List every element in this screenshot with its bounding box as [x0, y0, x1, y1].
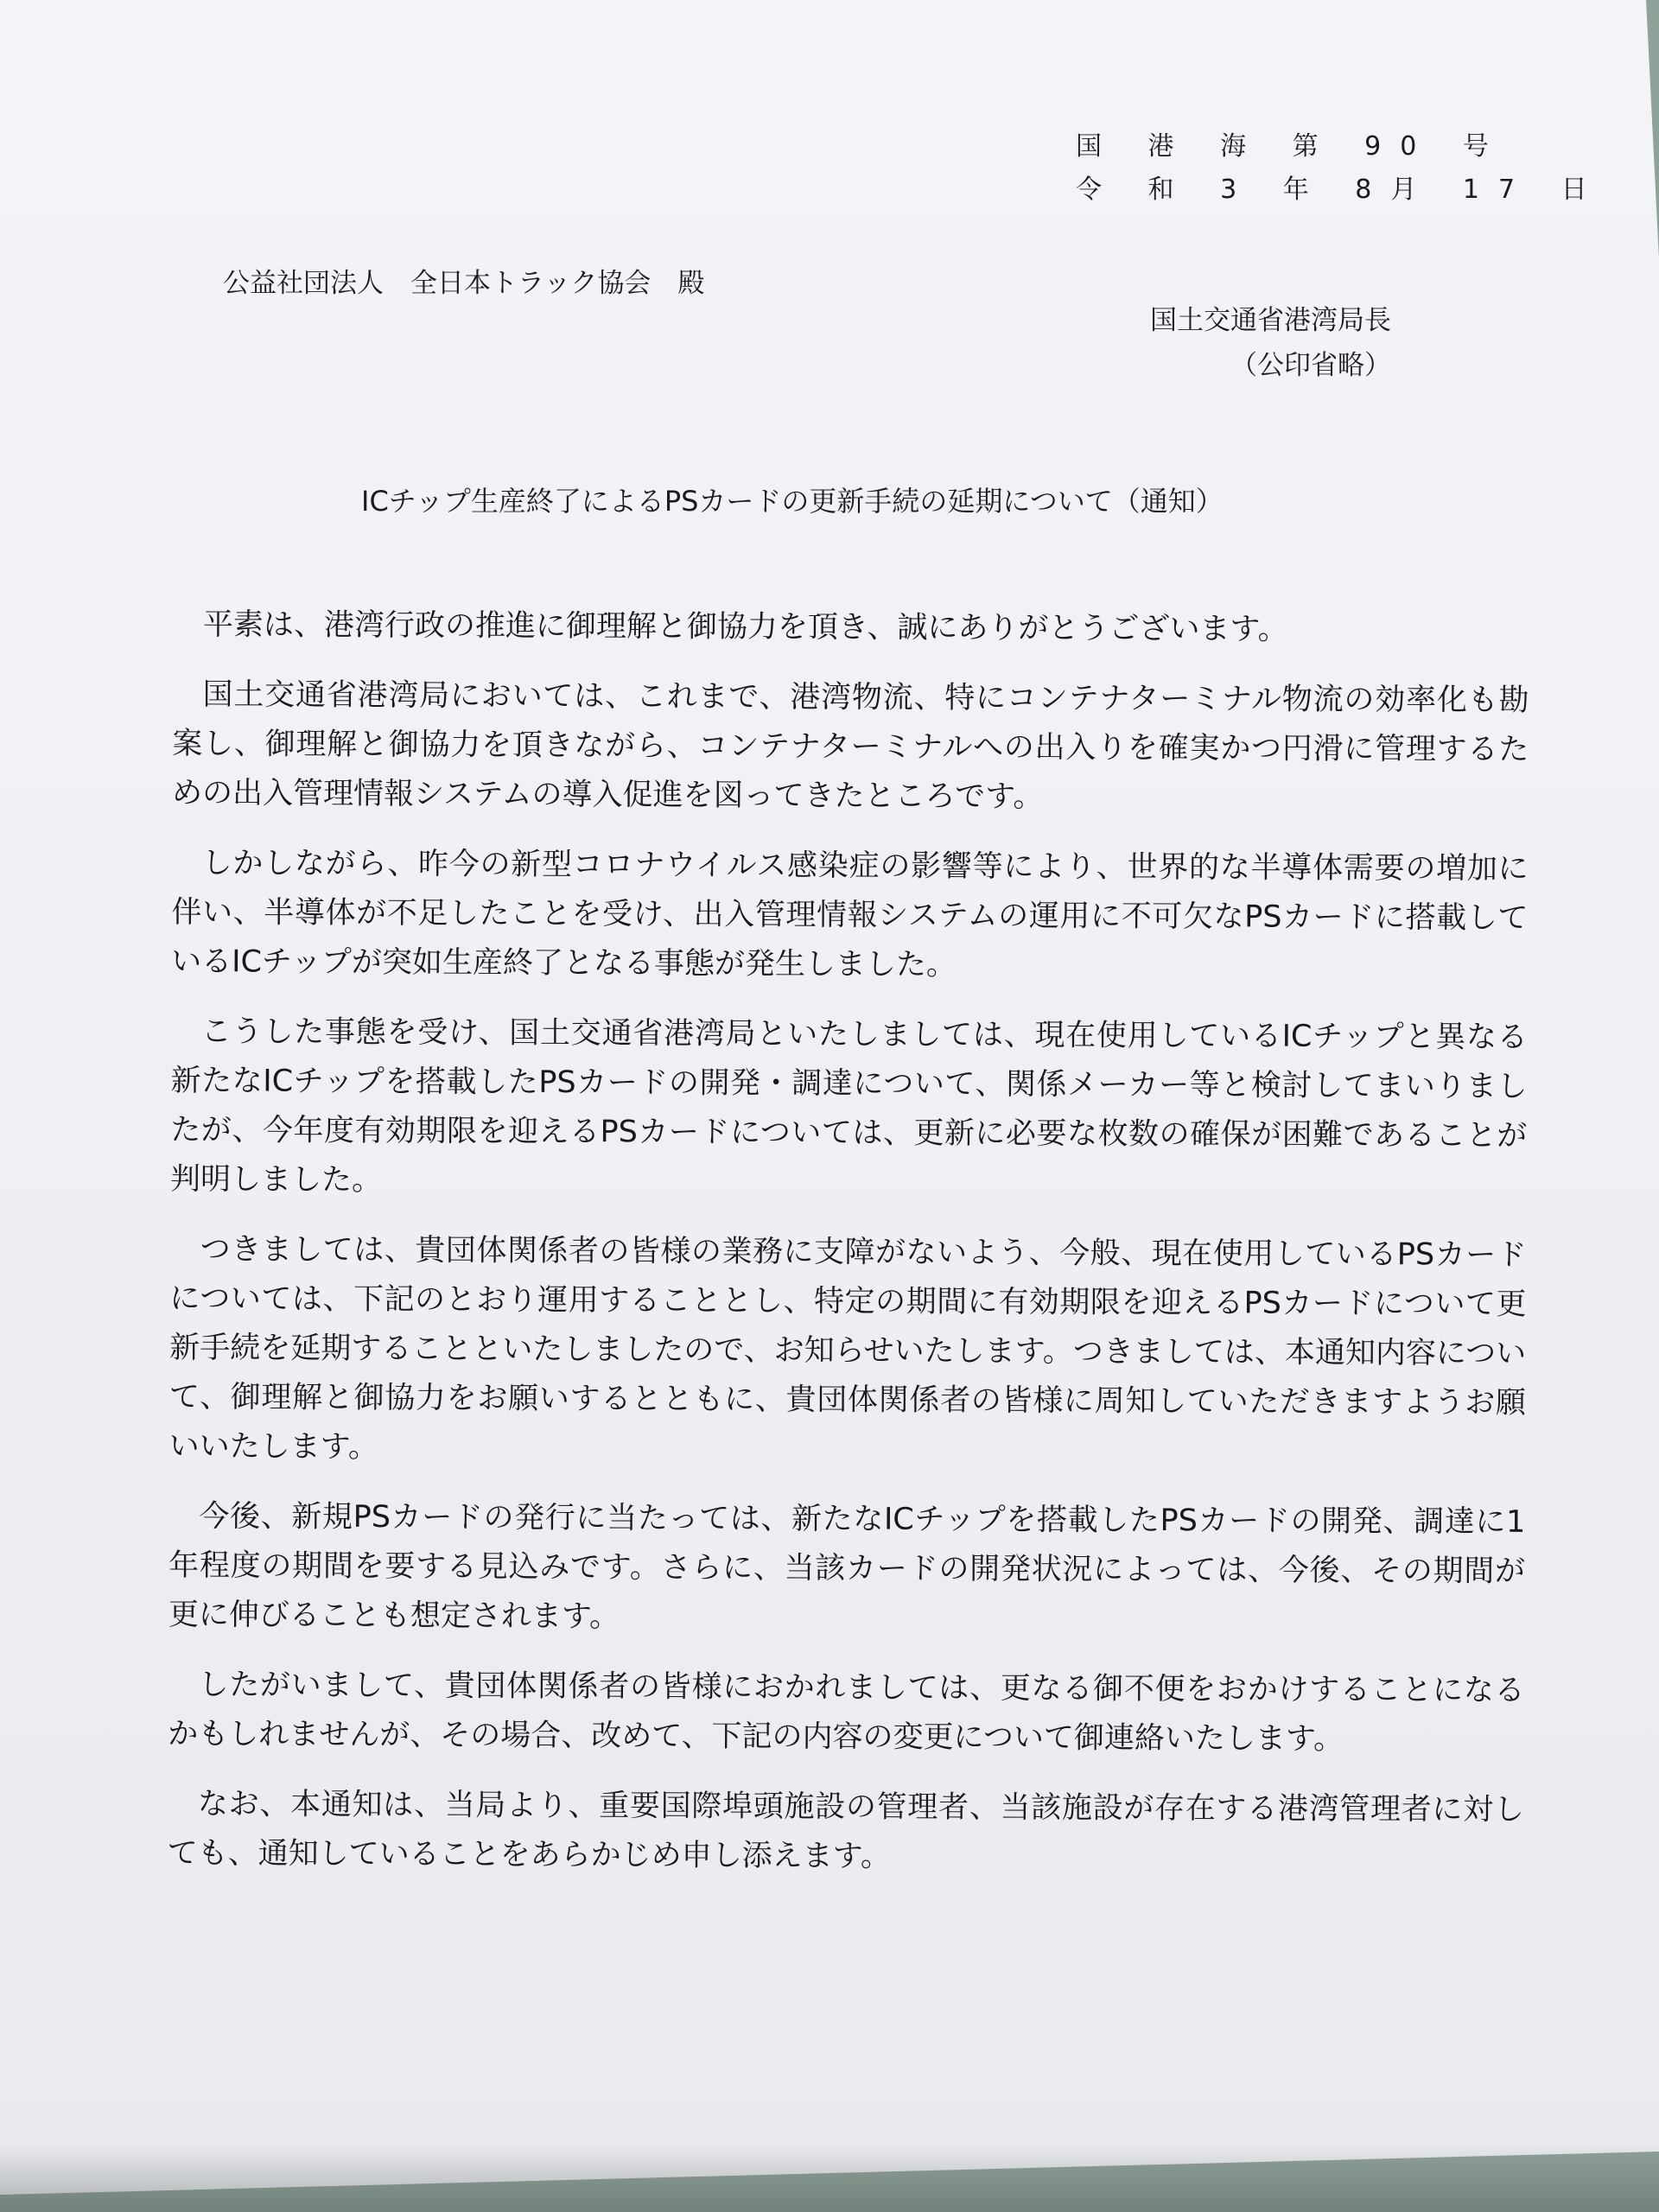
paragraph-background: 国土交通省港湾局においては、これまで、港湾物流、特にコンテナターミナル物流の効率化も勘案し、御理解と御協力を頂きながら、コンテナターミナルへの出入りを確実かつ円滑に管理するための出入管理情報システムの導入促進を図ってきたところです。 — [171, 677, 1529, 815]
paragraph-greeting: 平素は、港湾行政の推進に御理解と御協力を頂き、誠にありがとうございます。 — [202, 607, 1288, 647]
reference-number: 国 港 海 第 90 号 — [1076, 131, 1508, 162]
document-body — [167, 601, 1529, 1905]
paragraph-new-cards: 今後、新規PSカードの発行に当たっては、新たなICチップを搭載したPSカードの開発、調達に1年程度の期間を要する見込みです。さらに、当該カードの開発状況によっては、今後、その期間が更に伸びることも想定されます。 — [168, 1499, 1526, 1635]
paragraph-closing-note: なお、本通知は、当局より、重要国際埠頭施設の管理者、当該施設が存在する港湾管理者に対しても、通知していることをあらかじめ申し添えます。 — [167, 1787, 1524, 1874]
issue-date: 令 和 3 年 8月 17 日 — [1076, 175, 1606, 205]
reference-block — [1076, 125, 1606, 212]
sender-seal-note: （公印省略） — [1230, 350, 1391, 381]
paragraph-future-notice: したがいまして、貴団体関係者の皆様におかれましては、更なる御不便をおかけすることになるかもしれませんが、その場合、改めて、下記の内容の変更について御連絡いたします。 — [168, 1668, 1525, 1757]
paragraph-procurement: こうした事態を受け、国土交通省港湾局といたしましては、現在使用しているICチップと異なる新たなICチップを搭載したPSカードの開発・調達について、関係メーカー等と検討してまいりましたが、今年度有効期限を迎えるPSカードについては、更新に必要な枚数の確保が困難であることが判明しました。 — [169, 1014, 1528, 1198]
paragraph-postponement: つきましては、貴団体関係者の皆様の業務に支障がないよう、今般、現在使用しているPSカードについては、下記のとおり運用することとし、特定の期間に有効期限を迎えるPSカードについて更新手続を延期することといたしましたので、お知らせいたします。つきましては、本通知内容について、御理解と御協力をお願いするとともに、貴団体関係者の皆様に周知していただきますようお願いいたします。 — [168, 1232, 1527, 1465]
document-title: ICチップ生産終了によるPSカードの更新手続の延期について（通知） — [361, 485, 1224, 518]
paragraph-chip-shortage: しかしながら、昨今の新型コロナウイルス感染症の影響等により、世界的な半導体需要の増加に伴い、半導体が不足したことを受け、出入管理情報システムの運用に不可欠なPSカードに搭載しているICチップが突如生産終了となる事態が発生しました。 — [171, 846, 1529, 982]
sender-block — [1063, 298, 1391, 388]
sender-title: 国土交通省港湾局長 — [1150, 305, 1391, 336]
addressee: 公益社団法人 全日本トラック協会 殿 — [223, 268, 705, 299]
